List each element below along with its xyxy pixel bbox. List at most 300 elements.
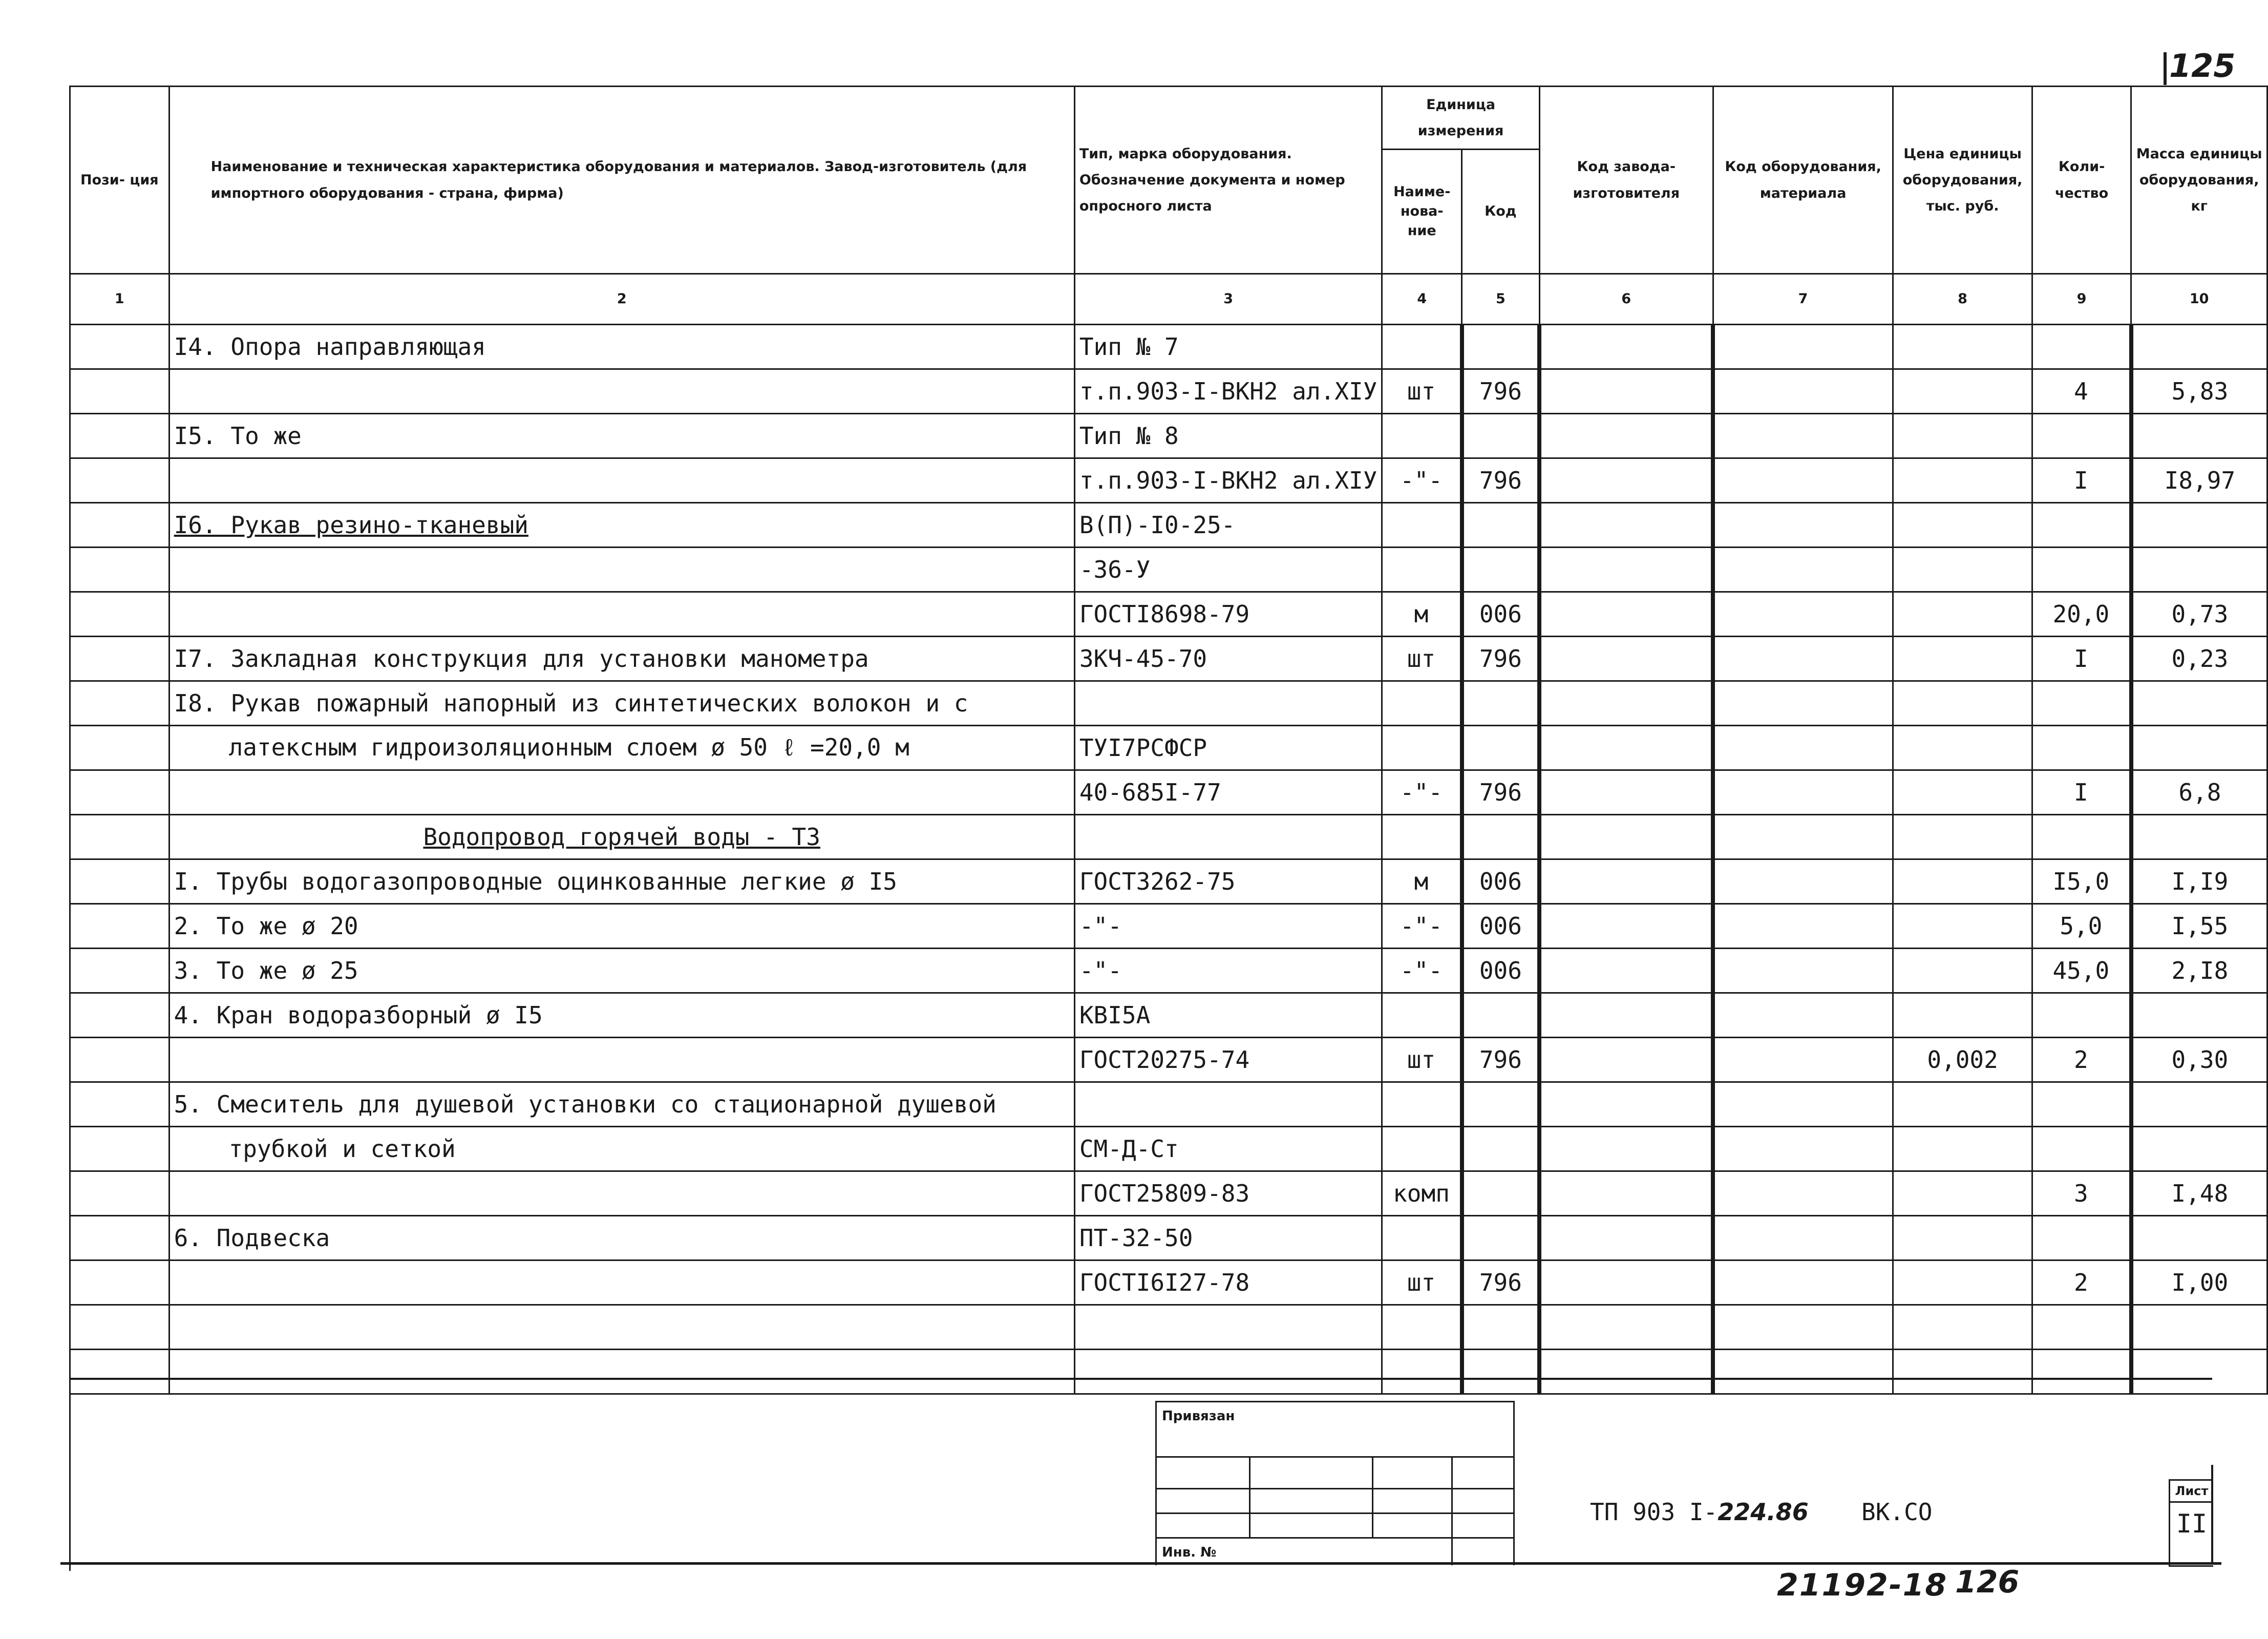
cell-type: ГОСТI6I27-78 bbox=[1074, 1260, 1382, 1305]
cell-unit-name bbox=[1382, 681, 1462, 726]
cell-equipment-code bbox=[1713, 949, 1893, 993]
cell-factory-code bbox=[1539, 458, 1713, 503]
cell-quantity: 4 bbox=[2032, 369, 2131, 414]
document-section: ВК.СО bbox=[1861, 1498, 1933, 1526]
cell-factory-code bbox=[1539, 592, 1713, 637]
cell-equipment-code bbox=[1713, 325, 1893, 369]
cell-unit-code: 796 bbox=[1462, 637, 1540, 681]
cell-name: 3. То же ø 25 bbox=[169, 949, 1074, 993]
cell-name: Водопровод горячей воды - ТЗ bbox=[169, 815, 1074, 859]
table-row bbox=[70, 1350, 2267, 1394]
header-position: Пози- ция bbox=[70, 87, 169, 274]
cell-position bbox=[70, 904, 169, 949]
cell-name bbox=[169, 770, 1074, 815]
table-row bbox=[70, 325, 2267, 369]
column-number: 1 bbox=[70, 274, 169, 325]
column-number: 5 bbox=[1462, 274, 1540, 325]
cell-name: трубкой и сеткой bbox=[169, 1127, 1074, 1171]
cell-position bbox=[70, 548, 169, 592]
table-row bbox=[70, 681, 2267, 726]
cell-mass bbox=[2131, 1305, 2267, 1350]
cell-quantity: 2 bbox=[2032, 1038, 2131, 1082]
header-quantity: Коли-чество bbox=[2032, 87, 2131, 274]
cell-unit-code bbox=[1462, 726, 1540, 770]
cell-mass: I,I9 bbox=[2131, 859, 2267, 904]
cell-type: 40-685I-77 bbox=[1074, 770, 1382, 815]
cell-price bbox=[1893, 993, 2032, 1038]
cell-mass: 0,73 bbox=[2131, 592, 2267, 637]
cell-mass: 2,I8 bbox=[2131, 949, 2267, 993]
cell-name bbox=[169, 592, 1074, 637]
cell-factory-code bbox=[1539, 1171, 1713, 1216]
table-row bbox=[70, 1216, 2267, 1260]
header-unit-code: Код bbox=[1462, 150, 1540, 274]
column-number: 3 bbox=[1074, 274, 1382, 325]
cell-unit-code: 006 bbox=[1462, 859, 1540, 904]
stamp-vline bbox=[1249, 1456, 1250, 1537]
cell-mass bbox=[2131, 815, 2267, 859]
stamp-line bbox=[1157, 1488, 1513, 1489]
cell-unit-name bbox=[1382, 503, 1462, 548]
cell-unit-code: 796 bbox=[1462, 458, 1540, 503]
cell-mass: I,48 bbox=[2131, 1171, 2267, 1216]
document-code-handwritten: 224.86 bbox=[1718, 1498, 1809, 1526]
document-code bbox=[1590, 1498, 1809, 1526]
cell-unit-name bbox=[1382, 1216, 1462, 1260]
cell-quantity bbox=[2032, 1216, 2131, 1260]
cell-unit-code bbox=[1462, 548, 1540, 592]
header-unit-group: Единица измерения bbox=[1382, 87, 1539, 150]
cell-position bbox=[70, 815, 169, 859]
cell-type: ГОСТ25809-83 bbox=[1074, 1171, 1382, 1216]
cell-price bbox=[1893, 859, 2032, 904]
specification-table bbox=[69, 86, 2268, 1395]
cell-unit-name: шт bbox=[1382, 1038, 1462, 1082]
cell-unit-name bbox=[1382, 548, 1462, 592]
cell-price bbox=[1893, 592, 2032, 637]
cell-position bbox=[70, 1082, 169, 1127]
cell-name bbox=[169, 1260, 1074, 1305]
cell-quantity: 3 bbox=[2032, 1171, 2131, 1216]
cell-equipment-code bbox=[1713, 1350, 1893, 1394]
cell-name bbox=[169, 1350, 1074, 1394]
header-name: Наименование и техническая характеристика оборудования и материалов. Завод-изготовитель (для импортного оборудования - страна, фирма) bbox=[169, 87, 1074, 274]
cell-unit-name bbox=[1382, 325, 1462, 369]
cell-price bbox=[1893, 681, 2032, 726]
cell-mass: 0,30 bbox=[2131, 1038, 2267, 1082]
table-row bbox=[70, 592, 2267, 637]
table-row bbox=[70, 770, 2267, 815]
cell-position bbox=[70, 369, 169, 414]
cell-quantity: I bbox=[2032, 770, 2131, 815]
cell-name bbox=[169, 1038, 1074, 1082]
cell-price bbox=[1893, 1305, 2032, 1350]
cell-position bbox=[70, 770, 169, 815]
cell-quantity bbox=[2032, 726, 2131, 770]
cell-unit-name: м bbox=[1382, 859, 1462, 904]
cell-factory-code bbox=[1539, 637, 1713, 681]
cell-factory-code bbox=[1539, 859, 1713, 904]
cell-unit-code bbox=[1462, 1082, 1540, 1127]
column-number: 9 bbox=[2032, 274, 2131, 325]
cell-factory-code bbox=[1539, 681, 1713, 726]
cell-equipment-code bbox=[1713, 681, 1893, 726]
cell-type: ГОСТ20275-74 bbox=[1074, 1038, 1382, 1082]
table-row bbox=[70, 637, 2267, 681]
cell-type: ТУI7РСФСР bbox=[1074, 726, 1382, 770]
cell-unit-name bbox=[1382, 1127, 1462, 1171]
cell-mass: I,55 bbox=[2131, 904, 2267, 949]
cell-quantity: I5,0 bbox=[2032, 859, 2131, 904]
table-row bbox=[70, 1038, 2267, 1082]
cell-equipment-code bbox=[1713, 369, 1893, 414]
table-row bbox=[70, 1260, 2267, 1305]
cell-type: В(П)-I0-25- bbox=[1074, 503, 1382, 548]
cell-equipment-code bbox=[1713, 904, 1893, 949]
cell-position bbox=[70, 458, 169, 503]
cell-factory-code bbox=[1539, 1127, 1713, 1171]
cell-name bbox=[169, 1171, 1074, 1216]
sheet-number: II bbox=[2176, 1509, 2208, 1539]
cell-mass bbox=[2131, 726, 2267, 770]
cell-mass bbox=[2131, 993, 2267, 1038]
cell-position bbox=[70, 325, 169, 369]
cell-equipment-code bbox=[1713, 1171, 1893, 1216]
cell-factory-code bbox=[1539, 503, 1713, 548]
cell-type: ГОСТ3262-75 bbox=[1074, 859, 1382, 904]
cell-quantity bbox=[2032, 1305, 2131, 1350]
cell-factory-code bbox=[1539, 949, 1713, 993]
cell-mass bbox=[2131, 548, 2267, 592]
cell-factory-code bbox=[1539, 1305, 1713, 1350]
cell-price bbox=[1893, 1350, 2032, 1394]
cell-type: т.п.903-I-ВКН2 ал.XIУ bbox=[1074, 458, 1382, 503]
cell-type: КВI5А bbox=[1074, 993, 1382, 1038]
cell-equipment-code bbox=[1713, 993, 1893, 1038]
cell-mass bbox=[2131, 1350, 2267, 1394]
document-code-prefix: ТП 903 I- bbox=[1590, 1498, 1718, 1526]
cell-factory-code bbox=[1539, 1216, 1713, 1260]
cell-name: 6. Подвеска bbox=[169, 1216, 1074, 1260]
cell-position bbox=[70, 592, 169, 637]
cell-unit-name bbox=[1382, 993, 1462, 1038]
cell-unit-code bbox=[1462, 993, 1540, 1038]
table-row bbox=[70, 993, 2267, 1038]
cell-quantity bbox=[2032, 1082, 2131, 1127]
cell-type: Тип № 7 bbox=[1074, 325, 1382, 369]
table-row bbox=[70, 1082, 2267, 1127]
cell-unit-name bbox=[1382, 1305, 1462, 1350]
cell-equipment-code bbox=[1713, 592, 1893, 637]
cell-mass: 5,83 bbox=[2131, 369, 2267, 414]
cell-quantity: 45,0 bbox=[2032, 949, 2131, 993]
cell-name: I5. То же bbox=[169, 414, 1074, 458]
cell-name: I4. Опора направляющая bbox=[169, 325, 1074, 369]
cell-position bbox=[70, 993, 169, 1038]
stamp-vline bbox=[1451, 1456, 1453, 1565]
cell-factory-code bbox=[1539, 726, 1713, 770]
cell-unit-code: 796 bbox=[1462, 1038, 1540, 1082]
cell-name: 2. То же ø 20 bbox=[169, 904, 1074, 949]
cell-position bbox=[70, 1305, 169, 1350]
sheet-label: Лист bbox=[2170, 1481, 2213, 1503]
column-number: 10 bbox=[2131, 274, 2267, 325]
cell-name: I7. Закладная конструкция для установки манометра bbox=[169, 637, 1074, 681]
table-row bbox=[70, 548, 2267, 592]
cell-price bbox=[1893, 414, 2032, 458]
cell-price bbox=[1893, 1171, 2032, 1216]
stamp-line bbox=[1157, 1537, 1513, 1539]
cell-unit-name: м bbox=[1382, 592, 1462, 637]
cell-unit-name bbox=[1382, 726, 1462, 770]
column-number: 7 bbox=[1713, 274, 1893, 325]
cell-unit-code bbox=[1462, 325, 1540, 369]
stamp-vline bbox=[1372, 1456, 1373, 1537]
cell-type: ГОСТI8698-79 bbox=[1074, 592, 1382, 637]
cell-name bbox=[169, 369, 1074, 414]
column-number: 6 bbox=[1539, 274, 1713, 325]
cell-unit-code: 796 bbox=[1462, 1260, 1540, 1305]
cell-price bbox=[1893, 369, 2032, 414]
cell-factory-code bbox=[1539, 1350, 1713, 1394]
cell-type: ЗКЧ-45-70 bbox=[1074, 637, 1382, 681]
cell-type: СМ-Д-Ст bbox=[1074, 1127, 1382, 1171]
cell-unit-code: 006 bbox=[1462, 592, 1540, 637]
stamp-attached-label: Привязан bbox=[1162, 1409, 1235, 1424]
cell-type bbox=[1074, 1350, 1382, 1394]
cell-factory-code bbox=[1539, 1082, 1713, 1127]
cell-quantity bbox=[2032, 681, 2131, 726]
cell-factory-code bbox=[1539, 1038, 1713, 1082]
cell-type: Тип № 8 bbox=[1074, 414, 1382, 458]
cell-position bbox=[70, 726, 169, 770]
cell-unit-name: -"- bbox=[1382, 770, 1462, 815]
stamp-inventory-label: Инв. № bbox=[1162, 1545, 1217, 1560]
cell-mass bbox=[2131, 681, 2267, 726]
header-unit-name: Наиме-нова-ние bbox=[1382, 150, 1462, 274]
cell-unit-code bbox=[1462, 414, 1540, 458]
cell-unit-code bbox=[1462, 1127, 1540, 1171]
table-row bbox=[70, 726, 2267, 770]
cell-position bbox=[70, 949, 169, 993]
cell-price bbox=[1893, 1260, 2032, 1305]
cell-quantity bbox=[2032, 1127, 2131, 1171]
cell-unit-name: -"- bbox=[1382, 904, 1462, 949]
cell-position bbox=[70, 1216, 169, 1260]
cell-quantity bbox=[2032, 815, 2131, 859]
cell-price bbox=[1893, 770, 2032, 815]
cell-factory-code bbox=[1539, 369, 1713, 414]
cell-name bbox=[169, 458, 1074, 503]
cell-price bbox=[1893, 1127, 2032, 1171]
cell-price bbox=[1893, 458, 2032, 503]
frame-bottom-border bbox=[60, 1562, 2221, 1565]
stamp-line bbox=[1157, 1456, 1513, 1458]
cell-quantity bbox=[2032, 503, 2131, 548]
header-factory-code: Код завода-изготовителя bbox=[1539, 87, 1713, 274]
cell-unit-name: -"- bbox=[1382, 949, 1462, 993]
table-row bbox=[70, 369, 2267, 414]
cell-unit-code: 796 bbox=[1462, 770, 1540, 815]
cell-price bbox=[1893, 503, 2032, 548]
table-row bbox=[70, 904, 2267, 949]
cell-equipment-code bbox=[1713, 548, 1893, 592]
cell-name: I8. Рукав пожарный напорный из синтетических волокон и с bbox=[169, 681, 1074, 726]
cell-unit-name bbox=[1382, 414, 1462, 458]
cell-type: ПТ-32-50 bbox=[1074, 1216, 1382, 1260]
table-row bbox=[70, 414, 2267, 458]
cell-equipment-code bbox=[1713, 637, 1893, 681]
cell-unit-name bbox=[1382, 1350, 1462, 1394]
table-row bbox=[70, 503, 2267, 548]
cell-unit-code bbox=[1462, 681, 1540, 726]
column-number: 8 bbox=[1893, 274, 2032, 325]
cell-position bbox=[70, 859, 169, 904]
column-number: 4 bbox=[1382, 274, 1462, 325]
cell-position bbox=[70, 1171, 169, 1216]
cell-quantity bbox=[2032, 325, 2131, 369]
table-row bbox=[70, 1305, 2267, 1350]
cell-unit-code: 796 bbox=[1462, 369, 1540, 414]
table-row bbox=[70, 1171, 2267, 1216]
cell-equipment-code bbox=[1713, 414, 1893, 458]
cell-mass bbox=[2131, 1082, 2267, 1127]
cell-unit-name: -"- bbox=[1382, 458, 1462, 503]
page-number-bar bbox=[2164, 52, 2167, 85]
sheet-box bbox=[2169, 1479, 2213, 1567]
cell-unit-name: шт bbox=[1382, 369, 1462, 414]
cell-type bbox=[1074, 1082, 1382, 1127]
cell-type bbox=[1074, 681, 1382, 726]
cell-factory-code bbox=[1539, 815, 1713, 859]
cell-type: т.п.903-I-ВКН2 ал.XIУ bbox=[1074, 369, 1382, 414]
cell-mass: 0,23 bbox=[2131, 637, 2267, 681]
cell-quantity: I bbox=[2032, 637, 2131, 681]
cell-mass bbox=[2131, 414, 2267, 458]
cell-price bbox=[1893, 1216, 2032, 1260]
cell-mass bbox=[2131, 325, 2267, 369]
cell-price bbox=[1893, 949, 2032, 993]
cell-equipment-code bbox=[1713, 1038, 1893, 1082]
cell-equipment-code bbox=[1713, 458, 1893, 503]
cell-equipment-code bbox=[1713, 815, 1893, 859]
cell-equipment-code bbox=[1713, 1305, 1893, 1350]
cell-mass: I8,97 bbox=[2131, 458, 2267, 503]
cell-type: -"- bbox=[1074, 949, 1382, 993]
cell-name: I. Трубы водогазопроводные оцинкованные легкие ø I5 bbox=[169, 859, 1074, 904]
header-equipment-code: Код оборудования, материала bbox=[1713, 87, 1893, 274]
cell-position bbox=[70, 1127, 169, 1171]
cell-unit-code: 006 bbox=[1462, 904, 1540, 949]
cell-price bbox=[1893, 815, 2032, 859]
archive-page: 126 bbox=[1955, 1564, 2020, 1600]
table-row bbox=[70, 859, 2267, 904]
cell-equipment-code bbox=[1713, 1082, 1893, 1127]
cell-name: латексным гидроизоляционным слоем ø 50 ℓ =20,0 м bbox=[169, 726, 1074, 770]
cell-price bbox=[1893, 904, 2032, 949]
cell-equipment-code bbox=[1713, 1260, 1893, 1305]
cell-factory-code bbox=[1539, 548, 1713, 592]
table-row bbox=[70, 815, 2267, 859]
cell-unit-name bbox=[1382, 1082, 1462, 1127]
cell-mass: 6,8 bbox=[2131, 770, 2267, 815]
cell-name: 4. Кран водоразборный ø I5 bbox=[169, 993, 1074, 1038]
cell-quantity bbox=[2032, 993, 2131, 1038]
cell-equipment-code bbox=[1713, 859, 1893, 904]
page-number: 125 bbox=[2169, 47, 2236, 85]
cell-unit-code bbox=[1462, 1171, 1540, 1216]
cell-type: -36-У bbox=[1074, 548, 1382, 592]
cell-price bbox=[1893, 1082, 2032, 1127]
cell-price bbox=[1893, 325, 2032, 369]
cell-quantity bbox=[2032, 414, 2131, 458]
cell-position bbox=[70, 637, 169, 681]
cell-quantity bbox=[2032, 1350, 2131, 1394]
column-number: 2 bbox=[169, 274, 1074, 325]
cell-unit-name bbox=[1382, 815, 1462, 859]
cell-unit-code bbox=[1462, 1305, 1540, 1350]
cell-price bbox=[1893, 637, 2032, 681]
stamp-line bbox=[1157, 1512, 1513, 1514]
cell-mass bbox=[2131, 1216, 2267, 1260]
cell-type bbox=[1074, 1305, 1382, 1350]
cell-equipment-code bbox=[1713, 770, 1893, 815]
cell-unit-code: 006 bbox=[1462, 949, 1540, 993]
cell-name: 5. Смеситель для душевой установки со стационарной душевой bbox=[169, 1082, 1074, 1127]
cell-factory-code bbox=[1539, 770, 1713, 815]
cell-quantity bbox=[2032, 548, 2131, 592]
cell-mass bbox=[2131, 1127, 2267, 1171]
header-price: Цена единицы оборудования, тыс. руб. bbox=[1893, 87, 2032, 274]
cell-price: 0,002 bbox=[1893, 1038, 2032, 1082]
cell-name bbox=[169, 1305, 1074, 1350]
cell-type bbox=[1074, 815, 1382, 859]
cell-unit-name: комп bbox=[1382, 1171, 1462, 1216]
cell-equipment-code bbox=[1713, 1216, 1893, 1260]
specification-body bbox=[70, 325, 2267, 1394]
cell-factory-code bbox=[1539, 1260, 1713, 1305]
cell-unit-name: шт bbox=[1382, 637, 1462, 681]
attachment-stamp bbox=[1155, 1401, 1515, 1565]
table-row bbox=[70, 949, 2267, 993]
cell-unit-code bbox=[1462, 503, 1540, 548]
cell-position bbox=[70, 1038, 169, 1082]
column-number-row bbox=[70, 274, 2267, 325]
cell-unit-code bbox=[1462, 1350, 1540, 1394]
cell-position bbox=[70, 681, 169, 726]
cell-unit-code bbox=[1462, 1216, 1540, 1260]
cell-position bbox=[70, 1260, 169, 1305]
cell-equipment-code bbox=[1713, 726, 1893, 770]
header-type: Тип, марка оборудования. Обозначение документа и номер опросного листа bbox=[1074, 87, 1382, 274]
cell-position bbox=[70, 414, 169, 458]
table-row bbox=[70, 458, 2267, 503]
cell-quantity: 5,0 bbox=[2032, 904, 2131, 949]
cell-equipment-code bbox=[1713, 503, 1893, 548]
cell-factory-code bbox=[1539, 904, 1713, 949]
header-mass: Масса единицы оборудования, кг bbox=[2131, 87, 2267, 274]
cell-price bbox=[1893, 726, 2032, 770]
table-row bbox=[70, 1127, 2267, 1171]
cell-quantity: I bbox=[2032, 458, 2131, 503]
cell-factory-code bbox=[1539, 325, 1713, 369]
archive-number: 21192-18 bbox=[1777, 1567, 1948, 1603]
cell-position bbox=[70, 1350, 169, 1394]
cell-name: I6. Рукав резино-тканевый bbox=[169, 503, 1074, 548]
cell-position bbox=[70, 503, 169, 548]
cell-unit-code bbox=[1462, 815, 1540, 859]
cell-factory-code bbox=[1539, 414, 1713, 458]
